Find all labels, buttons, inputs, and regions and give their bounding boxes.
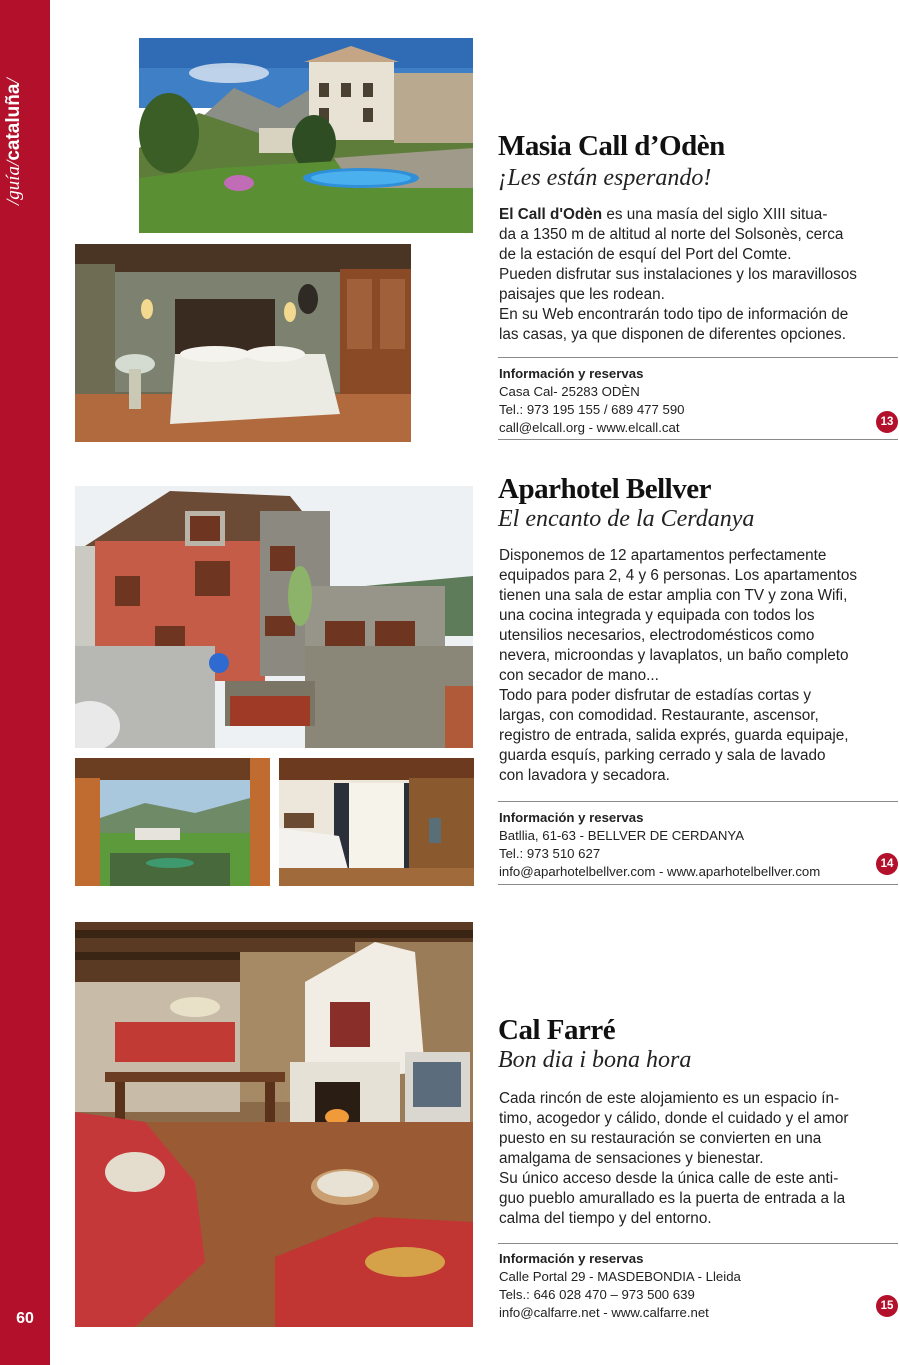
body-line: Disponemos de 12 apartamentos perfectamente [499,547,827,564]
body-line: largas, con comodidad. Restaurante, ascensor, [499,707,819,724]
body-line: timo, acogedor y cálido, donde el cuidado y el amor [499,1110,849,1127]
info-heading: Información y reservas [499,366,644,381]
entry-subtitle: ¡Les están esperando! [498,165,712,191]
body-line: guo pueblo amurallado es la puerta de entrada a la [499,1190,846,1207]
info-address: Calle Portal 29 - MASDEBONDIA - Lleida [499,1269,741,1284]
entry-title: Cal Farré [498,1014,616,1046]
entry-title: Masia Call d’Odèn [498,130,725,162]
masia-exterior-photo [139,38,473,233]
masia-bedroom-photo [75,244,411,442]
divider [498,884,898,885]
entry-description [499,546,899,786]
body-line: es una masía del siglo XIII situa- [602,206,828,223]
calfarre-livingroom-photo [75,922,473,1327]
body-line: En su Web encontrarán todo tipo de información de [499,306,849,323]
section-label [2,78,26,205]
page-number: 60 [16,1310,34,1327]
body-line: Todo para poder disfrutar de estadías cortas y [499,687,812,704]
info-address: Casa Cal- 25283 ODÈN [499,384,640,399]
body-line: de la estación de esquí del Port del Comte. [499,246,792,263]
info-block [499,1250,879,1322]
info-web[interactable]: info@calfarre.net - www.calfarre.net [499,1305,709,1320]
info-block [499,809,879,881]
entry-number-badge: 13 [876,411,898,433]
body-line: guarda esquís, parking cerrado y sala de lavado [499,747,826,764]
slash: / [3,160,24,166]
slash: / [3,199,24,205]
body-line: calma del tiempo y del entorno. [499,1210,712,1227]
entry-description [499,1089,899,1229]
divider [498,439,898,440]
bellver-balcony-photo [75,758,270,886]
body-line: las casas, ya que disponen de diferentes opciones. [499,326,846,343]
info-heading: Información y reservas [499,810,644,825]
bellver-exterior-photo [75,486,473,748]
sidebar [0,0,50,1365]
entry-subtitle: Bon dia i bona hora [498,1047,692,1073]
entry-subtitle: El encanto de la Cerdanya [498,506,755,532]
entry-lead: El Call d'Odèn [499,206,603,223]
body-line: registro de entrada, salida exprés, guarda equipaje, [499,727,849,744]
info-phone: Tel.: 973 195 155 / 689 477 590 [499,402,685,417]
divider [498,801,898,802]
bellver-bedroom-photo [279,758,474,886]
entry-description [499,205,899,345]
info-block [499,365,879,437]
body-line: equipados para 2, 4 y 6 personas. Los apartamentos [499,567,858,584]
body-line: Cada rincón de este alojamiento es un espacio ín- [499,1090,840,1107]
divider [498,1243,898,1244]
divider [498,357,898,358]
body-line: utensilios necesarios, electrodomésticos como [499,627,815,644]
info-phone: Tels.: 646 028 470 – 973 500 639 [499,1287,695,1302]
body-line: da a 1350 m de altitud al norte del Solsonès, cerca [499,226,844,243]
body-line: paisajes que les rodean. [499,286,665,303]
body-line: una cocina integrada y equipada con todos los [499,607,815,624]
region-label: cataluña [3,83,24,161]
body-line: Pueden disfrutar sus instalaciones y los maravillosos [499,266,857,283]
entry-number-badge: 15 [876,1295,898,1317]
body-line: nevera, microondas y lavaplatos, un baño completo [499,647,849,664]
entry-number-badge: 14 [876,853,898,875]
info-web[interactable]: info@aparhotelbellver.com - www.aparhotelbellver.com [499,864,821,879]
entry-title: Aparhotel Bellver [498,473,711,505]
info-web[interactable]: call@elcall.org - www.elcall.cat [499,420,680,435]
body-line: con secador de mano... [499,667,659,684]
info-phone: Tel.: 973 510 627 [499,846,601,861]
info-heading: Información y reservas [499,1251,644,1266]
body-line: amalgama de sensaciones y bienestar. [499,1150,764,1167]
info-address: Batllia, 61-63 - BELLVER DE CERDANYA [499,828,745,843]
body-line: puesto en su restauración se convierten en una [499,1130,822,1147]
body-line: Su único acceso desde la única calle de este anti- [499,1170,839,1187]
guide-label: guía [3,165,24,200]
body-line: tienen una sala de estar amplia con TV y zona Wifi, [499,587,848,604]
body-line: con lavadora y secadora. [499,767,670,784]
slash: / [3,78,24,84]
